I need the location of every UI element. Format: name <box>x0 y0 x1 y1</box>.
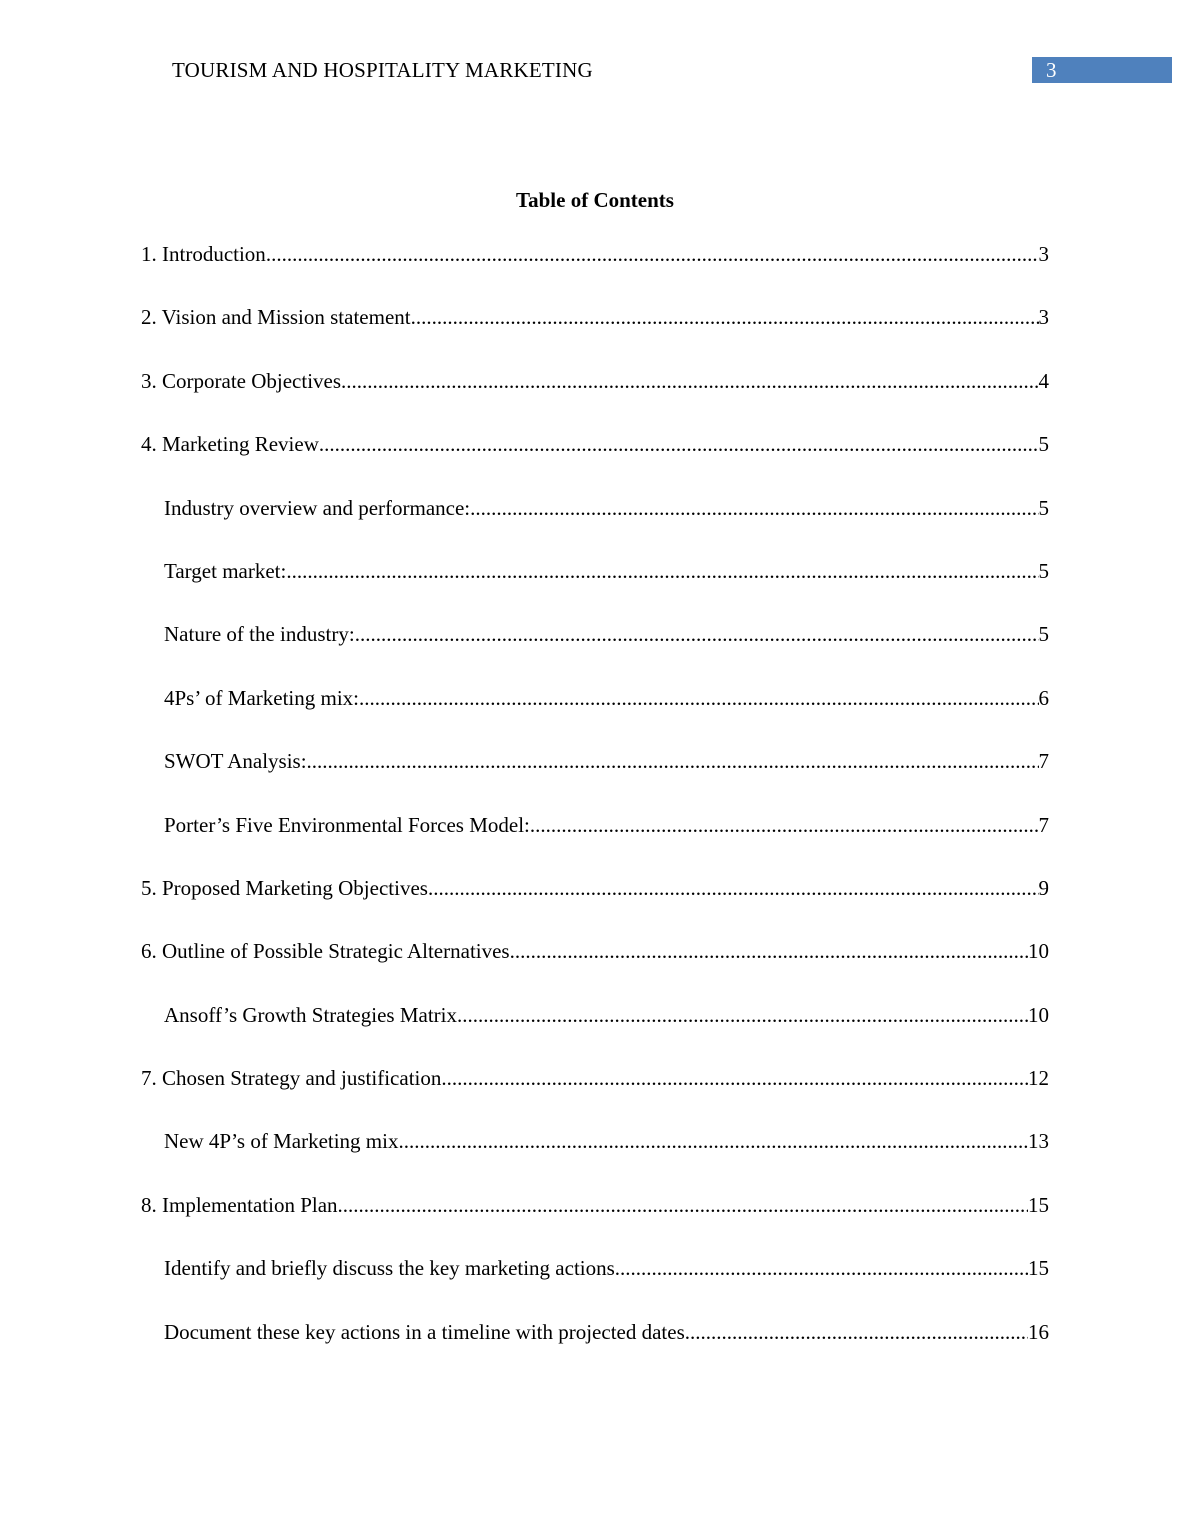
toc-entry[interactable] <box>141 240 1049 303</box>
toc-entry-label: Identify and briefly discuss the key marketing actions <box>164 1256 615 1281</box>
toc-dot-leader <box>355 620 1039 648</box>
toc-entry[interactable] <box>141 1318 1049 1381</box>
toc-dot-leader <box>470 494 1038 522</box>
toc-entry-page-number: 5 <box>1038 558 1049 583</box>
toc-dot-leader <box>510 937 1028 965</box>
toc-entry-page-number: 15 <box>1028 1192 1049 1217</box>
toc-entry[interactable] <box>141 557 1049 620</box>
toc-dot-leader <box>338 1191 1028 1219</box>
toc-entry[interactable] <box>141 620 1049 683</box>
toc-dot-leader <box>530 811 1039 839</box>
toc-dot-leader <box>266 240 1039 268</box>
toc-entry[interactable] <box>141 684 1049 747</box>
toc-entry-label: 1. Introduction <box>141 242 266 266</box>
toc-entry-label: Document these key actions in a timeline with projected dates <box>164 1319 685 1344</box>
toc-entry[interactable] <box>141 303 1049 366</box>
toc-dot-leader <box>286 557 1038 585</box>
toc-dot-leader <box>398 1127 1028 1155</box>
toc-dot-leader <box>441 1064 1028 1092</box>
toc-entry-label: 5. Proposed Marketing Objectives <box>141 875 428 900</box>
toc-entry-page-number: 10 <box>1028 939 1049 964</box>
toc-dot-leader <box>359 684 1038 712</box>
toc-entry[interactable] <box>141 874 1049 937</box>
toc-entry-label: Nature of the industry: <box>164 622 355 647</box>
toc-entry-label: 7. Chosen Strategy and justification <box>141 1066 442 1091</box>
toc-dot-leader <box>428 874 1039 902</box>
toc-entry[interactable] <box>141 1127 1049 1190</box>
toc-entry-label: Industry overview and performance: <box>164 495 471 520</box>
toc-entry-label: 4Ps’ of Marketing mix: <box>164 685 360 710</box>
toc-entry[interactable] <box>141 494 1049 557</box>
toc-entry-label: 8. Implementation Plan <box>141 1192 338 1217</box>
toc-entry-page-number: 12 <box>1028 1066 1049 1091</box>
toc-entry-page-number: 5 <box>1038 495 1049 520</box>
toc-entry-page-number: 16 <box>1028 1319 1049 1344</box>
toc-entry-label: Porter’s Five Environmental Forces Model: <box>164 812 530 837</box>
toc-dot-leader <box>319 430 1039 458</box>
toc-entry-label: 3. Corporate Objectives <box>141 368 342 393</box>
toc-entry[interactable] <box>141 1254 1049 1317</box>
toc-entry[interactable] <box>141 1001 1049 1064</box>
toc-entry[interactable] <box>141 1064 1049 1127</box>
toc-dot-leader <box>615 1254 1028 1282</box>
toc-dot-leader <box>307 747 1039 775</box>
toc-dot-leader <box>341 367 1038 395</box>
toc-entry-page-number: 7 <box>1038 812 1049 837</box>
toc-entry-page-number: 15 <box>1028 1256 1049 1281</box>
toc-entry-page-number: 6 <box>1038 685 1049 710</box>
toc-entry-label: Ansoff’s Growth Strategies Matrix <box>164 1002 457 1027</box>
toc-entry-page-number: 3 <box>1038 305 1049 330</box>
toc-entry-page-number: 5 <box>1038 622 1049 647</box>
toc-dot-leader <box>411 303 1039 331</box>
toc-entry-page-number: 3 <box>1038 242 1049 266</box>
toc-entry-page-number: 5 <box>1038 432 1049 457</box>
toc-entry-label: SWOT Analysis: <box>164 749 307 774</box>
toc-entry-page-number: 13 <box>1028 1129 1049 1154</box>
toc-entry[interactable] <box>141 811 1049 874</box>
toc-dot-leader <box>457 1001 1028 1029</box>
toc-entry[interactable] <box>141 747 1049 810</box>
toc-title: Table of Contents <box>516 188 674 212</box>
page-number: 3 <box>1046 58 1057 82</box>
toc-list <box>141 240 1049 1381</box>
toc-entry-page-number: 9 <box>1038 875 1049 900</box>
toc-entry-label: 4. Marketing Review <box>141 432 319 457</box>
toc-entry[interactable] <box>141 367 1049 430</box>
toc-entry-label: New 4P’s of Marketing mix <box>164 1129 399 1154</box>
toc-entry-label: 6. Outline of Possible Strategic Alternatives <box>141 939 510 964</box>
toc-dot-leader <box>685 1318 1028 1346</box>
toc-entry-page-number: 10 <box>1028 1002 1049 1027</box>
toc-entry-label: 2. Vision and Mission statement <box>141 305 411 330</box>
toc-entry-page-number: 4 <box>1038 368 1049 393</box>
toc-entry[interactable] <box>141 430 1049 493</box>
page-number-badge <box>1032 57 1172 83</box>
toc-entry[interactable] <box>141 937 1049 1000</box>
toc-entry-label: Target market: <box>164 558 287 583</box>
running-head: TOURISM AND HOSPITALITY MARKETING <box>172 58 593 82</box>
toc-entry-page-number: 7 <box>1038 749 1049 774</box>
toc-entry[interactable] <box>141 1191 1049 1254</box>
